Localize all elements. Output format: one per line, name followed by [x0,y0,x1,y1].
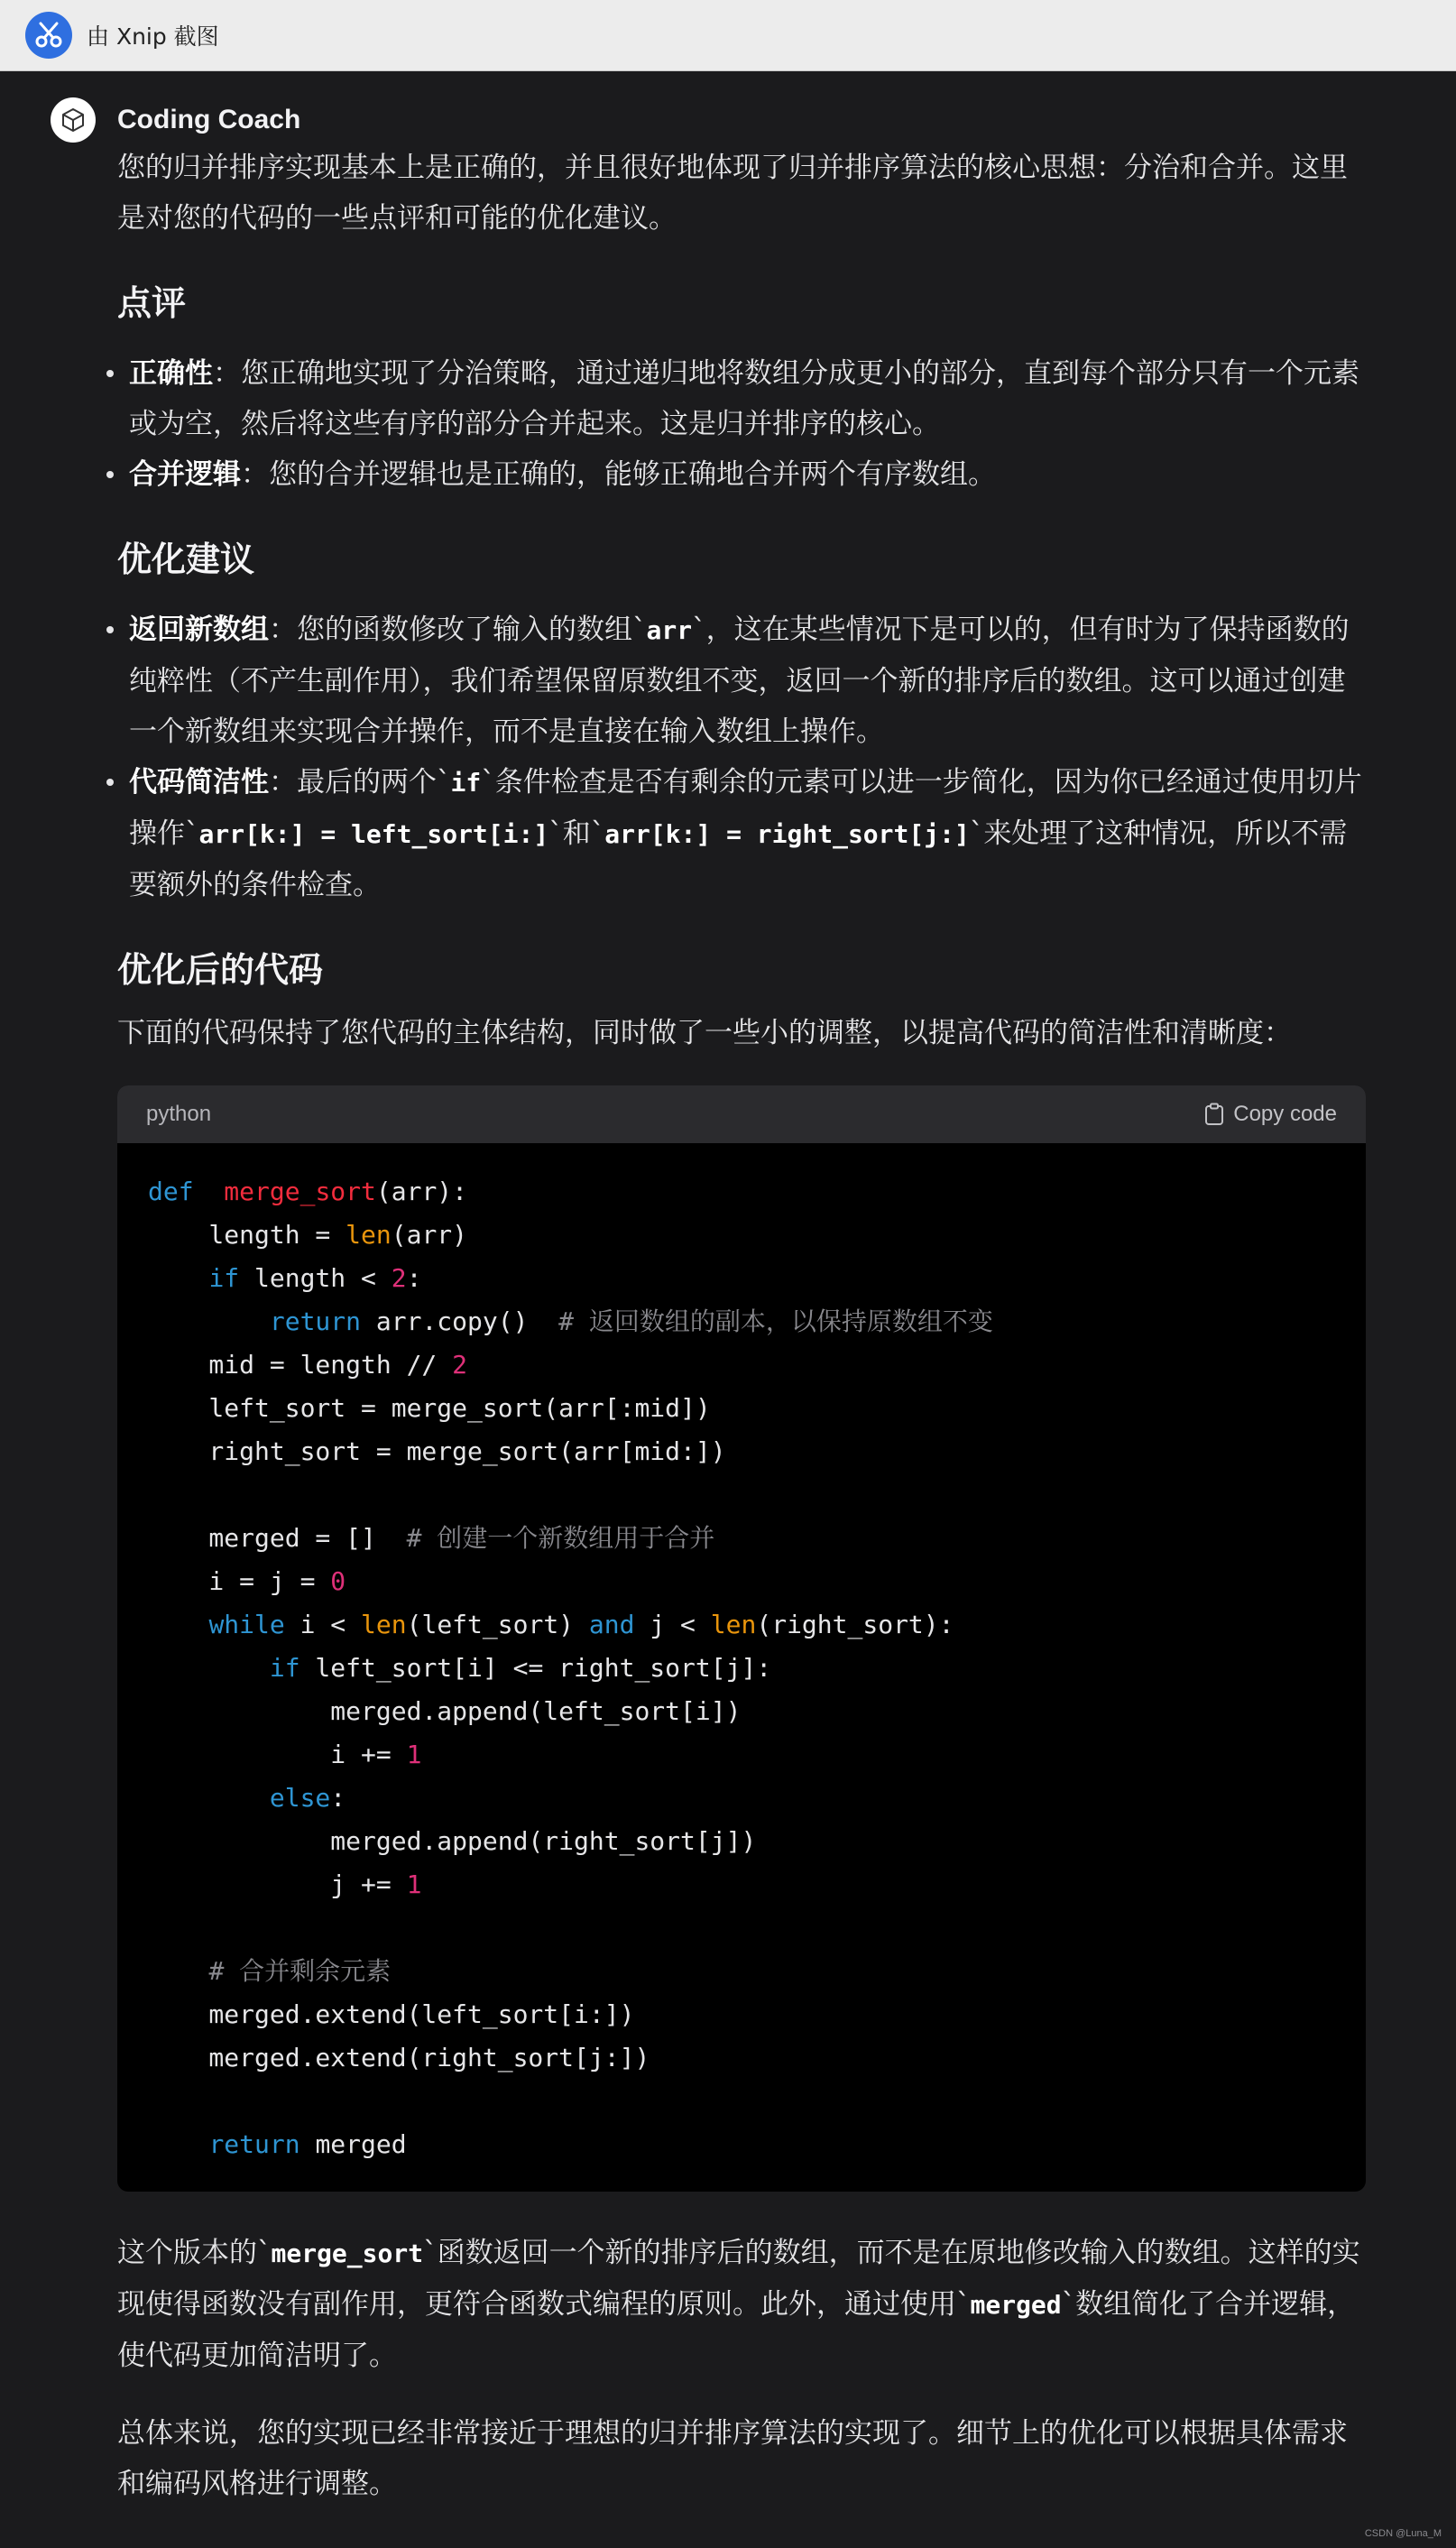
code-line [148,1993,1335,2036]
list-item [117,348,1366,449]
clipboard-icon [1204,1103,1224,1126]
code-line [148,1430,1335,1473]
code-token: # 合并剩余元素 [208,1956,392,1986]
code-token: : [406,1263,422,1293]
list-item [117,449,1366,500]
code-token: (right_sort): [756,1610,954,1639]
code-token: len [361,1610,407,1639]
code-line [148,1300,1335,1343]
code-token: mid = length // [148,1350,453,1380]
bullet-term: 返回新数组 [129,614,269,646]
code-line [148,1820,1335,1863]
bullet-text: `，这在某些情况下是可以的，但有时为了保持函数的纯粹性（不产生副作用），我们希望保留原数组不变，返回一个新的排序后的数组。这可以通过创建一个新数组来实现合并操作，而不是直接在输入数组上操作。 [129,614,1350,748]
code-token: j += [148,1869,407,1899]
inline-code: arr [646,615,693,645]
code-token: def [148,1177,194,1206]
code-line [148,1517,1335,1560]
code-token: merged = [] [148,1523,407,1553]
code-token: i += [148,1740,407,1769]
section-heading-review: 点评 [117,283,187,323]
bullet-term: 合并逻辑 [129,458,241,491]
code-token: if [208,1263,240,1293]
code-line [148,1647,1335,1690]
copy-code-button[interactable] [1204,1102,1337,1127]
code-token [194,1177,225,1206]
code-line [148,1950,1335,1993]
bullet-text: `和` [548,817,605,850]
code-token: left_sort[i] <= right_sort[j]: [299,1653,772,1683]
code-token [148,2129,208,2159]
code-token: length = [148,1220,346,1250]
code-token: (left_sort) [406,1610,589,1639]
code-line [148,1603,1335,1647]
code-lead-paragraph: 下面的代码保持了您代码的主体结构，同时做了一些小的调整，以提高代码的简洁性和清晰度： [117,1017,1292,1049]
bullet-term: 代码简洁性 [129,766,269,799]
code-line [148,1690,1335,1733]
code-token: merged [299,2129,407,2159]
bullet-text: ：您的函数修改了输入的数组` [269,614,647,646]
review-list [117,348,1366,500]
code-token: merged.append(left_sort[i]) [148,1696,742,1726]
section-heading-suggestions: 优化建议 [117,540,255,579]
list-item [117,757,1366,910]
code-token: 1 [406,1740,422,1769]
code-token: : [330,1783,346,1813]
cube-icon [60,106,87,134]
watermark: CSDN @Luna_M [1364,2528,1442,2539]
inline-code: arr[k:] = left_sort[i:] [198,819,549,849]
code-token: 2 [452,1350,468,1380]
outro-text: `数组简化了合并逻辑，使代码更加简洁明了。 [117,2288,1356,2372]
section-heading-code: 优化后的代码 [117,950,324,990]
code-token: if [269,1653,300,1683]
code-token: 0 [330,1566,346,1596]
summary-paragraph: 总体来说，您的实现已经非常接近于理想的归并排序算法的实现了。细节上的优化可以根据具体需求和编码风格进行调整。 [117,2417,1348,2500]
code-language: python [146,1102,212,1126]
bullet-text: ：最后的两个` [269,766,451,799]
code-token: and [588,1610,635,1639]
code-token: return [208,2129,300,2159]
code-token: i = j = [148,1566,331,1596]
code-token: j < [634,1610,711,1639]
code-token: 2 [391,1263,407,1293]
code-token: # 返回数组的副本，以保持原数组不变 [558,1306,993,1336]
title-bar [0,0,1456,71]
code-token: # 创建一个新数组用于合并 [406,1523,715,1553]
code-line [148,2080,1335,2123]
code-line [148,1777,1335,1820]
code-token: length < [239,1263,392,1293]
code-token [148,1263,208,1293]
bullet-text: `条件检查是否有剩余的元素可以进一步简化，因为你已经通过使用切片操作` [129,766,1362,850]
bullet-term: 正确性 [129,357,213,390]
code-token: 1 [406,1869,422,1899]
code-token: i < [284,1610,362,1639]
inline-code: merge_sort [271,2239,424,2268]
code-token: return [269,1306,362,1336]
code-content[interactable] [117,1143,1366,2192]
code-token: merge_sort [224,1177,376,1206]
code-token: else [269,1783,331,1813]
code-token: (arr): [375,1177,468,1206]
code-line [148,1343,1335,1387]
code-line [148,1387,1335,1430]
code-header [117,1085,1366,1143]
code-token: arr.copy() [361,1306,559,1336]
code-token: (arr) [391,1220,468,1250]
copy-code-label: Copy code [1233,1102,1337,1126]
code-token: left_sort = merge_sort(arr[:mid]) [148,1393,711,1423]
scissors-icon[interactable] [25,12,72,59]
code-token: merged.extend(right_sort[j:]) [148,2043,650,2073]
code-token [148,1653,270,1683]
outro-paragraph [117,2228,1366,2381]
code-token: merged.append(right_sort[j]) [148,1826,757,1856]
bullet-text: ：您正确地实现了分治策略，通过递归地将数组分成更小的部分，直到每个部分只有一个元素或为空，然后将这些有序的部分合并起来。这是归并排序的核心。 [129,357,1359,440]
outro-text: 这个版本的` [117,2237,272,2269]
code-token [148,1610,208,1639]
code-token: while [208,1610,285,1639]
code-line [148,1473,1335,1517]
code-line [148,1560,1335,1603]
intro-paragraph: 您的归并排序实现基本上是正确的，并且很好地体现了归并排序算法的核心思想：分治和合并。这里是对您的代码的一些点评和可能的优化建议。 [117,152,1348,235]
suggestion-list [117,605,1366,910]
code-line [148,1257,1335,1300]
inline-code: merged [970,2290,1062,2320]
code-line [148,1906,1335,1950]
bullet-text: `来处理了这种情况，所以不需要额外的条件检查。 [129,817,1348,901]
code-line [148,1214,1335,1257]
code-token: len [346,1220,392,1250]
outro-text: `函数返回一个新的排序后的数组，而不是在原地修改输入的数组。这样的实现使得函数没有副作用，更符合函数式编程的原则。此外，通过使用` [117,2237,1360,2321]
assistant-message [117,97,1366,2509]
code-token [148,1306,270,1336]
code-line [148,1863,1335,1906]
code-line [148,1170,1335,1214]
code-token: merged.extend(left_sort[i:]) [148,1999,635,2029]
inline-code: arr[k:] = right_sort[j:] [604,819,970,849]
code-line [148,2036,1335,2080]
list-item [117,605,1366,757]
code-token: len [710,1610,757,1639]
code-block [117,1085,1366,2192]
inline-code: if [450,768,482,798]
code-line [148,1733,1335,1777]
assistant-avatar [51,97,96,143]
code-token [148,1783,270,1813]
window-title: 由 Xnip 截图 [87,23,219,50]
code-line [148,2123,1335,2166]
code-token [148,1956,208,1986]
code-token: right_sort = merge_sort(arr[mid:]) [148,1436,726,1466]
bullet-text: ：您的合并逻辑也是正确的，能够正确地合并两个有序数组。 [241,458,996,491]
author-name: Coding Coach [117,105,301,134]
